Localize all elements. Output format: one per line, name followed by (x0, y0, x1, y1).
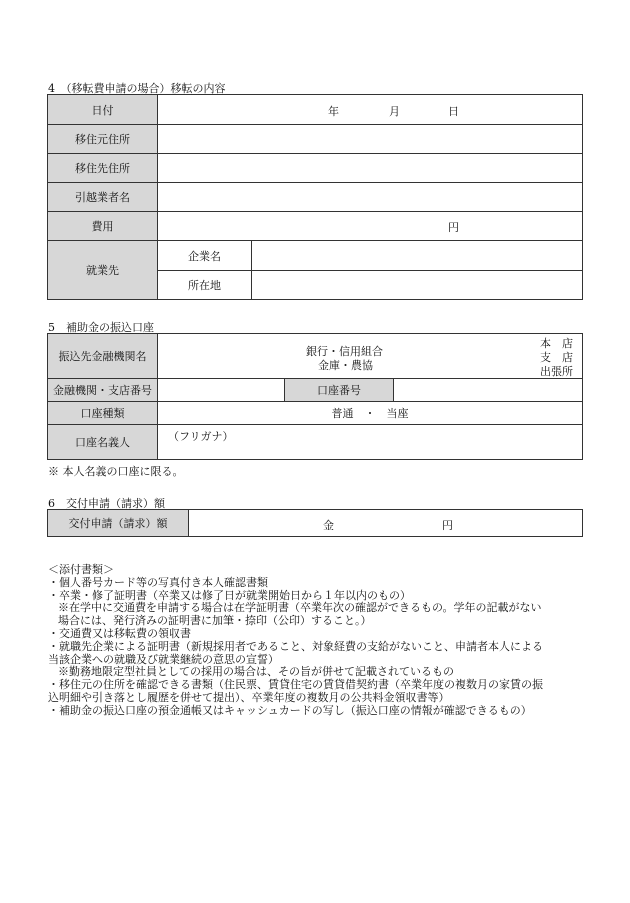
mover-name-field[interactable] (158, 183, 583, 212)
attachment-item: ・移住元の住所を確認できる書類（住民票、賃貸住宅の賃貸借契約書（卒業年度の複数月の家賃の振 (48, 678, 543, 692)
attachment-item: ・交通費又は移転費の領収書 (48, 626, 191, 640)
bank-code-field[interactable] (158, 379, 285, 402)
cost-field[interactable] (158, 212, 583, 241)
amount-prefix: 金 (323, 518, 334, 532)
company-name-field[interactable] (252, 241, 583, 271)
cost-label: 費用 (48, 212, 158, 241)
destination-address-field[interactable] (158, 154, 583, 183)
account-type-label: 口座種類 (48, 402, 158, 425)
company-location-field[interactable] (252, 271, 583, 300)
amount-field[interactable] (189, 510, 583, 537)
date-year-unit: 年 (328, 104, 339, 118)
attachment-subnote: ※在学中に交通費を申請する場合は在学証明書（卒業年次の確認ができるもの。学年の記載がない (58, 601, 542, 615)
attachment-item-cont: 当該企業への就職及び就業継続の意思の宣誓） (48, 652, 279, 666)
employer-label: 就業先 (48, 241, 158, 300)
account-number-field[interactable] (394, 379, 583, 402)
attachment-item-cont: 込明細や引き落とし履歴を併せて提出）、卒業年度の複数月の公共料金領収書等） (48, 690, 450, 704)
date-label: 日付 (48, 95, 158, 125)
bank-account-table (47, 333, 583, 460)
amount-label: 交付申請（請求）額 (48, 510, 189, 537)
branch-type-branch: 支 店 (540, 350, 573, 364)
bank-type-options-2: 金庫・農協 (318, 358, 373, 372)
account-number-label: 口座番号 (285, 379, 394, 402)
amount-table (47, 509, 583, 537)
furigana-label: （フリガナ） (168, 429, 234, 443)
account-holder-label: 口座名義人 (48, 425, 158, 460)
attachment-item: ・就職先企業による証明書（新規採用者であること、対象経費の支給がないこと、申請者本人による (48, 639, 543, 653)
section4-heading: 4 （移転費申請の場合）移転の内容 (48, 82, 226, 95)
attachment-subnote: 場合には、発行済みの証明書に加筆・捺印（公印）すること。） (58, 614, 372, 628)
origin-address-label: 移住元住所 (48, 125, 158, 154)
bank-name-field[interactable] (158, 334, 583, 379)
date-day-unit: 日 (448, 104, 459, 118)
account-note: ※ 本人名義の口座に限る。 (48, 465, 184, 478)
attachment-subnote: ※勤務地限定型社員としての採用の場合は、その旨が併せて記載されているもの (58, 665, 454, 679)
bank-name-label: 振込先金融機関名 (48, 334, 158, 379)
attachment-item: ・個人番号カード等の写真付き本人確認書類 (48, 575, 268, 589)
attachments-title: ＜添付書類＞ (48, 563, 114, 576)
attachment-item: ・卒業・修了証明書（卒業又は修了日が就業開始日から１年以内のもの） (48, 588, 411, 602)
destination-address-label: 移住先住所 (48, 154, 158, 183)
company-location-label: 所在地 (158, 271, 252, 300)
cost-unit: 円 (448, 220, 459, 234)
date-field[interactable] (158, 95, 583, 125)
mover-name-label: 引越業者名 (48, 183, 158, 212)
bank-code-label: 金融機関・支店番号 (48, 379, 158, 402)
attachment-item: ・補助金の振込口座の預金通帳又はキャッシュカードの写し（振込口座の情報が確認できるもの） (48, 703, 532, 717)
relocation-table (47, 94, 583, 300)
account-type-options[interactable]: 普通 ・ 当座 (158, 402, 583, 425)
branch-type-main: 本 店 (540, 336, 573, 350)
company-name-label: 企業名 (158, 241, 252, 271)
bank-type-options-1: 銀行・信用組合 (306, 344, 383, 358)
account-holder-field[interactable] (158, 425, 583, 460)
date-month-unit: 月 (389, 104, 400, 118)
section5-heading: 5 補助金の振込口座 (48, 321, 154, 334)
section6-heading: 6 交付申請（請求）額 (48, 497, 165, 510)
amount-unit: 円 (442, 518, 453, 532)
origin-address-field[interactable] (158, 125, 583, 154)
attachments-list (48, 564, 588, 718)
branch-type-office: 出張所 (540, 364, 573, 378)
